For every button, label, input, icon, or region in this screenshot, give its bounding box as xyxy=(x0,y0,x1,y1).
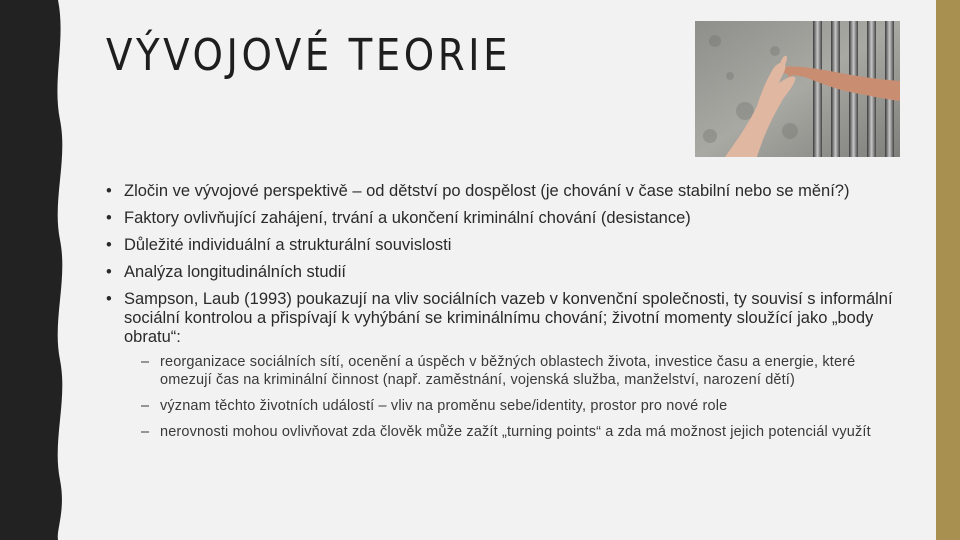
sub-list-item: – nerovnosti mohou ovlivňovat zda člověk může zažít „turning points“ a zda má možnost jejich potenciál využít xyxy=(141,424,871,440)
slide-title: VÝVOJOVÉ TEORIE xyxy=(106,30,512,81)
dash-icon: – xyxy=(141,424,150,440)
bullet-icon: • xyxy=(106,236,112,254)
list-item: • Zločin ve vývojové perspektivě – od dětství po dospělost (je chování v čase stabilní nebo se mění?) xyxy=(106,182,850,200)
bullet-icon: • xyxy=(106,182,112,200)
slide-content xyxy=(106,182,896,449)
dash-icon: – xyxy=(141,398,150,414)
list-item: • Důležité individuální a strukturální souvislosti xyxy=(106,236,452,254)
left-decorative-band xyxy=(0,0,70,540)
list-item: • Faktory ovlivňující zahájení, trvání a ukončení kriminální chování (desistance) xyxy=(106,209,691,227)
list-item: • Analýza longitudinálních studií xyxy=(106,263,346,281)
sub-list-item: – význam těchto životních událostí – vliv na proměnu sebe/identity, prostor pro nové role xyxy=(141,398,728,414)
bullet-icon: • xyxy=(106,209,112,227)
hands-through-bars-image xyxy=(695,21,900,157)
bullet-icon: • xyxy=(106,263,112,281)
dash-icon: – xyxy=(141,354,150,370)
right-accent-bar xyxy=(936,0,960,540)
bullet-icon: • xyxy=(106,290,112,308)
sub-bullet-list xyxy=(124,353,896,441)
bullet-list xyxy=(106,182,896,441)
list-item: • Sampson, Laub (1993) poukazují na vliv sociálních vazeb v konvenční společnosti, ty souvisí s informální sociální kontrolou a přispívají k vyhýbání se kriminálnímu chování; životní momenty sloužící jako „body obratu“: – reorganizace sociálních sítí, ocenění a úspěch v běžných oblastech života, investice času a energie, které omezují čas na kriminální činnost (např. zaměstnání, vojenská služba, manželství, narození dětí) – význam těchto životních událostí – vliv na proměnu sebe/identity, prostor pro nové role – nerovnosti mohou ovlivňovat zda člověk může zažít „turning points“ a zda má možnost jejich potenciál využít xyxy=(106,290,896,441)
sub-list-item: – reorganizace sociálních sítí, ocenění a úspěch v běžných oblastech života, investice času a energie, které omezují čas na kriminální činnost (např. zaměstnání, vojenská služba, manželství, narození dětí) xyxy=(141,354,856,388)
